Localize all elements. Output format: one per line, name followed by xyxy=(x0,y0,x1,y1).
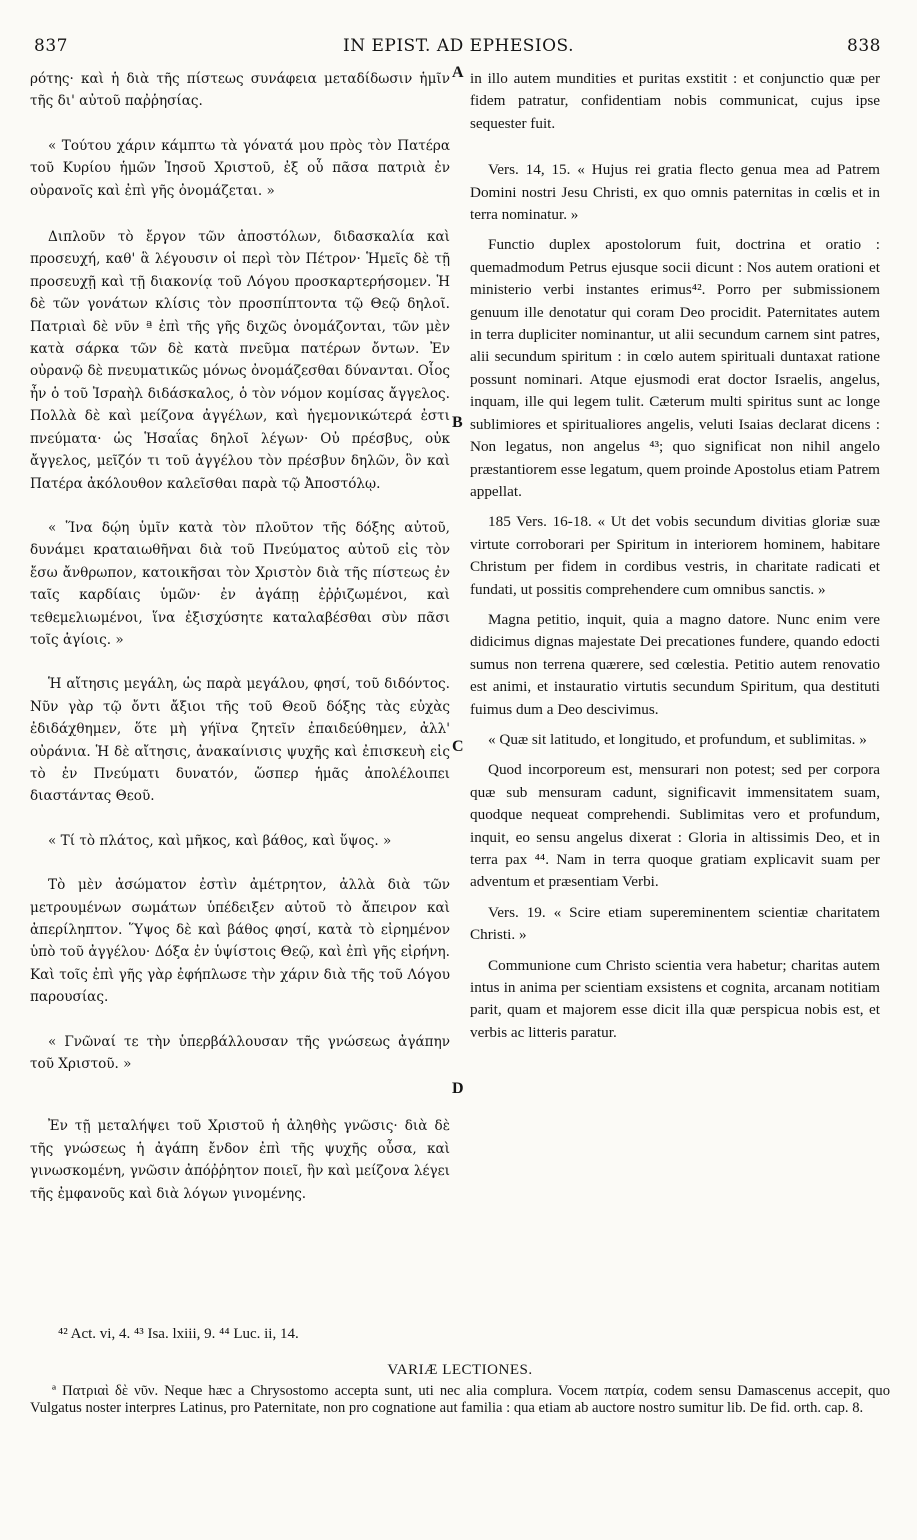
greek-paragraph: Διπλοῦν τὸ ἔργον τῶν ἀποστόλων, διδασκαλία καὶ προσευχή, καθ' ἃ λέγουσιν οἱ περὶ τὸν Πέτρον· Ἡμεῖς δὲ τῇ προσευχῇ καὶ τῇ διακονίᾳ τοῦ Λόγου προσκαρτερήσομεν. Ἡ δὲ τῶν γονάτων κλίσις τὸν προσπίπτοντα τῷ Θεῷ δηλοῖ. Πατριαὶ δὲ νῦν ª ἐπὶ τῆς γῆς διχῶς ὀνομάζονται, τῶν μὲν κατὰ σάρκα τῶν δὲ κατὰ πνεῦμα πατέρων ὄντων. Ἐν οὐρανῷ δὲ πνευματικῶς μόνως ὀνομάζεσθαι δύνανται. Οἷος ἦν ὁ τοῦ Ἰσραὴλ διδάσκαλος, ὁ τὸν νόμον κομίσας ἄγγελος. Πολλὰ δὲ καὶ μείζονα ἀγγέλων, καὶ ἡγεμονικώτερά ἐστι πνεύματα· ὡς Ἡσαΐας δηλοῖ λέγων· Οὐ πρέσβυς, οὐκ ἄγγελος, μεῖζόν τι τοῦ ἀγγέλου τὸν πρέσβυν δηλῶν, ὃν καὶ Πατέρα ἀκόλουθον καλεῖσθαι παρὰ τῷ Ἀποστόλῳ. xyxy=(30,229,450,492)
latin-verse-quote: Vers. 14, 15. « Hujus rei gratia flecto genua mea ad Patrem Domini nostri Jesu Christi, ex quo omnis paternitas in cœlis et in terra nominatur. » xyxy=(470,161,880,224)
variae-lectiones-section xyxy=(30,1362,890,1417)
margin-letter-b: B xyxy=(452,414,463,431)
margin-letter-c: C xyxy=(452,738,464,755)
greek-paragraph: ρότης· καὶ ἡ διὰ τῆς πίστεως συνάφεια μεταδίδωσιν ἡμῖν τῆς δι' αὐτοῦ παῤῥησίας. xyxy=(30,71,450,110)
left-page-number: 837 xyxy=(34,36,68,56)
greek-column xyxy=(30,68,450,1213)
latin-column xyxy=(470,68,880,1052)
greek-paragraph: Τὸ μὲν ἀσώματον ἐστὶν ἀμέτρητον, ἀλλὰ διὰ τῶν μετρουμένων σωμάτων ὑπέδειξεν αὐτοῦ τὸ ἄπειρον καὶ ἀπερίληπτον. Ὕψος δὲ καὶ βάθος φησί, κατὰ τὸ εἰρημένον ὑπὸ τοῦ ἀγγέλου· Δόξα ἐν ὑψίστοις Θεῷ, καὶ ἐπὶ γῆς εἰρήνη. Καὶ τοῖς ἐπὶ γῆς γὰρ ἐφήπλωσε τὴν χάριν διὰ τῆς τοῦ Λόγου παρουσίας. xyxy=(30,877,450,1006)
greek-paragraph: Ἐν τῇ μεταλήψει τοῦ Χριστοῦ ἡ ἀληθὴς γνῶσις· διὰ δὲ τῆς γνώσεως ἡ ἀγάπη ἔνδον ἐπὶ τῆς ψυχῆς οὖσα, καὶ γινωσκομένη, γνῶσιν ἀπόῤῥητον ποιεῖ, ἣν καὶ μείζονα λέγει τῆς ἐμφανοῦς καὶ διὰ λόγων γινομένης. xyxy=(30,1118,450,1202)
variant-note: ª Πατριαὶ δὲ νῦν. Neque hæc a Chrysostomo accepta sunt, uti nec alia complura. Vocem πατρία, codem sensu Damascenus accepit, quo Vulgatus noster interpres Latinus, pro Paternitate, non pro cognatione aut familia : qua etiam ab auctore nostro sumitur lib. De fid. orth. cap. 8. xyxy=(30,1383,890,1416)
latin-verse-quote: Vers. 19. « Scire etiam supereminentem scientiæ charitatem Christi. » xyxy=(470,903,880,944)
latin-paragraph: Quod incorporeum est, mensurari non potest; sed per corpora quæ sub mensuram cadunt, significavit immensitatem suam, quodque nequeat comprehendi. Sublimitas vero et profundum, inquit, eo sensu angelus dixerat : Gloria in altissimis Deo, et in terra pax ⁴⁴. Nam in terra quoque gratiam explicavit suam per adventum et præsentiam Verbi. xyxy=(470,761,880,891)
running-title: IN EPIST. AD EPHESIOS. xyxy=(343,36,574,56)
latin-paragraph: Functio duplex apostolorum fuit, doctrina et oratio : quemadmodum Petrus ejusque socii dicunt : Nos autem orationi et ministerio verbi instantes erimus⁴². Porro per submissionem genuum ille denotatur qui coram Deo procidit. Paternitates autem in terra dupliciter nominantur, ut alii secundum carnem sint patres, alii secundum spiritum : in cœlo autem spirituali duntaxat ratione possunt nominari. Atque ejusmodi erat doctor Israelis, angelus, inquam, ille qui legem tulit. Cæterum multi spiritus sunt ac longe sublimiores et spiritualiores angelis, veluti Isaias declarat dicens : Non legatus, non angelus ⁴³; quo significat non nihil angelo præstantiorem esse legatum, quem proinde Apostolus etiam Patrem appellat. xyxy=(470,236,880,500)
greek-paragraph: Ἡ αἴτησις μεγάλη, ὡς παρὰ μεγάλου, φησί, τοῦ διδόντος. Νῦν γὰρ τῷ ὄντι ἄξιοι τῆς τοῦ Θεοῦ δόξης τὰς εὐχὰς ἐδιδάχθημεν, ὅτε μὴ γήϊνα ζητεῖν ἐπαιδεύθημεν, ἀλλ' οὐράνια. Ἡ δὲ αἴτησις, ἀνακαίνισις ψυχῆς καὶ ἐπισκευὴ εἰς τὸ ἐν Πνεύματι δυνατόν, ὥσπερ ἡμᾶς ἀπολέλοιπει διαστάντας Θεοῦ. xyxy=(30,676,450,805)
section-title: VARIÆ LECTIONES. xyxy=(387,1362,533,1378)
greek-scripture-quote: « Τούτου χάριν κάμπτω τὰ γόνατά μου πρὸς τὸν Πατέρα τοῦ Κυρίου ἡμῶν Ἰησοῦ Χριστοῦ, ἐξ οὗ πᾶσα πατριὰ ἐν οὐρανοῖς καὶ ἐπὶ γῆς ὀνομάζεται. » xyxy=(30,137,450,199)
latin-paragraph: Magna petitio, inquit, quia a magno datore. Nunc enim vere didicimus dignas majestate Dei precationes fundere, quando edocti sumus non terrena quærere, sed cœlestia. Petitio autem renovatio est animi, et instauratio virtutis secundum Spiritum, qua destituti fuimus dum a Deo descivimus. xyxy=(470,610,880,718)
greek-scripture-quote: « Τί τὸ πλάτος, καὶ μῆκος, καὶ βάθος, καὶ ὕψος. » xyxy=(48,832,392,849)
margin-letter-a: A xyxy=(452,64,464,81)
latin-paragraph: Communione cum Christo scientia vera habetur; charitas autem intus in anima per scientiam exsistens et cognita, arcanam notitiam parit, quam et majorem esse dicit illa quæ perspicua nobis est, et verbis ac litteris paratur. xyxy=(470,956,880,1041)
latin-verse-quote: 185 Vers. 16-18. « Ut det vobis secundum divitias gloriæ suæ virtute corroborari per Spiritum in interiorem hominem, habitare Christum per fidem in cordibus vestris, in charitate radicati et fundati, ut possitis comprehendere cum omnibus sanctis. » xyxy=(470,513,880,598)
greek-scripture-quote: « Ἵνα δῴη ὑμῖν κατὰ τὸν πλοῦτον τῆς δόξης αὐτοῦ, δυνάμει κραταιωθῆναι διὰ τοῦ Πνεύματος αὐτοῦ εἰς τὸν ἔσω ἄνθρωπον, κατοικῆσαι τὸν Χριστὸν διὰ τῆς πίστεως ἐν ταῖς καρδίαις ὑμῶν· ἐν ἀγάπῃ ἐῤῥιζωμένοι, καὶ τεθεμελιωμένοι, ἵνα ἐξισχύσητε καταλαβέσθαι σὺν πᾶσι τοῖς ἁγίοις. » xyxy=(30,519,450,648)
latin-paragraph: in illo autem mundities et puritas exstitit : et conjunctio quæ per fidem patratur, confidentiam nobis communicat, cujus ipse sequester fuit. xyxy=(470,70,880,132)
margin-letter-d: D xyxy=(452,1080,464,1097)
greek-scripture-quote: « Γνῶναί τε τὴν ὑπερβάλλουσαν τῆς γνώσεως ἀγάπην τοῦ Χριστοῦ. » xyxy=(30,1033,450,1073)
latin-verse-quote: « Quæ sit latitudo, et longitudo, et profundum, et sublimitas. » xyxy=(488,730,867,748)
footnotes: ⁴² Act. vi, 4. ⁴³ Isa. lxiii, 9. ⁴⁴ Luc. ii, 14. xyxy=(58,1326,299,1342)
right-page-number: 838 xyxy=(847,36,881,56)
